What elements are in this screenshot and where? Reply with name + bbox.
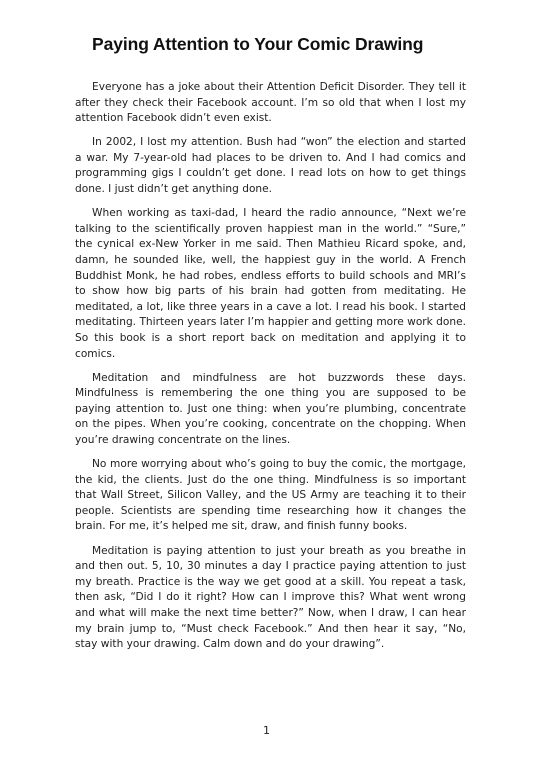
body-text — [75, 80, 466, 661]
paragraph-4: Meditation and mindfulness are hot buzzwords these days. Mindfulness is remembering the one thing you are supposed to be paying attention to. Just one thing: when you’re plumbing, concentrate on the pipes. When you’re cooking, concentrate on the chopping. When you’re drawing concentrate on the lines. — [75, 371, 466, 446]
paragraph-6: Meditation is paying attention to just your breath as you breathe in and then out. 5, 10, 30 minutes a day I practice paying attention to just my breath. Practice is the way we get good at a skill. You repeat a task, then ask, “Did I do it right? How can I improve this? What went wrong and what will make the next time better?” Now, when I draw, I can hear my brain jump to, “Must check Facebook.” And then hear it say, “No, stay with your drawing. Calm down and do your drawing”. — [75, 544, 466, 651]
paragraph-2: In 2002, I lost my attention. Bush had “won” the election and started a war. My 7-year-old had places to be driven to. And I had comics and programming gigs I couldn’t get done. I read lots on how to get things done. I just didn’t get anything done. — [75, 136, 466, 196]
paragraph-3: When working as taxi-dad, I heard the radio announce, “Next we’re talking to the scientifically proven happiest man in the world.” “Sure,” the cynical ex-New Yorker in me said. Then Mathieu Ricard spoke, and, damn, he sounded like, well, the happiest guy in the world. A French Buddhist Monk, he had robes, endless efforts to build schools and MRI’s to show how big parts of his brain had gotten from meditating. He meditated, a lot, like three years in a cave a lot. I read his book. I started meditating. Thirteen years later I’m happier and getting more work done. So this book is a short report back on meditation and applying it to comics. — [75, 207, 466, 360]
paragraph-5: No more worrying about who’s going to buy the comic, the mortgage, the kid, the clients. Just do the one thing. Mindfulness is so important that Wall Street, Silicon Valley, and the US Army are teaching it to their people. Scientists are spending time researching how it changes the brain. For me, it’s helped me sit, draw, and finish funny books. — [75, 458, 466, 533]
paragraph-1: Everyone has a joke about their Attention Deficit Disorder. They tell it after they check their Facebook account. I’m so old that when I lost my attention Facebook didn’t even exist. — [75, 81, 466, 125]
page-title: Paying Attention to Your Comic Drawing — [92, 34, 424, 54]
page-number: 1 — [263, 724, 270, 737]
